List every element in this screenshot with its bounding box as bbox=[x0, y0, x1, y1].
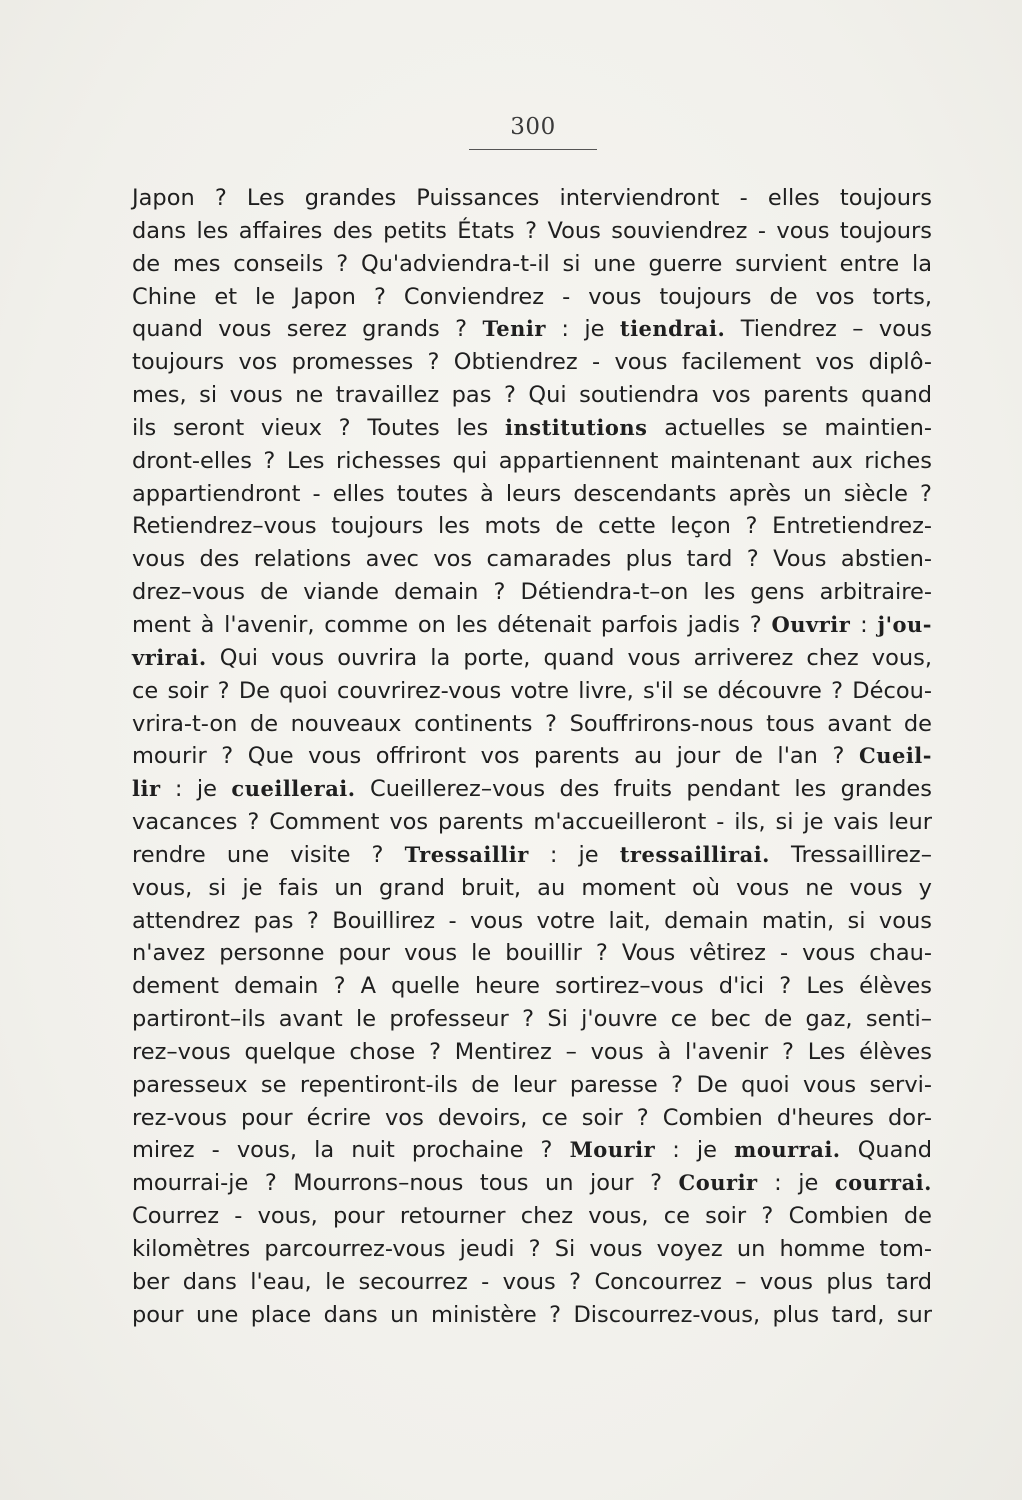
text-run: ce soir ? De quoi couvrirez-vous votre livre, s'il se découvre ? Décou- bbox=[132, 677, 932, 704]
text-line bbox=[132, 1069, 932, 1102]
text-run: mourir ? Que vous offriront vos parents au jour de l'an ? bbox=[132, 743, 859, 770]
page-number-rule bbox=[469, 149, 597, 150]
text-run: : je bbox=[757, 1170, 835, 1197]
text-line bbox=[132, 510, 932, 543]
bold-term: institutions bbox=[505, 414, 648, 440]
text-run: : je bbox=[545, 316, 620, 343]
text-line bbox=[132, 970, 932, 1003]
text-line bbox=[132, 839, 932, 872]
text-line bbox=[132, 740, 932, 773]
text-run: partiront–ils avant le professeur ? Si j'ouvre ce bec de gaz, senti– bbox=[132, 1006, 932, 1033]
bold-term: Ouvrir bbox=[771, 611, 851, 637]
text-run: Cueillerez–vous des fruits pendant les grandes bbox=[355, 776, 932, 803]
text-run: ils seront vieux ? Toutes les bbox=[132, 414, 505, 441]
bold-term: Tressaillir bbox=[404, 841, 529, 867]
text-run: Courrez - vous, pour retourner chez vous, ce soir ? Combien de bbox=[132, 1203, 932, 1230]
bold-term: mourrai. bbox=[734, 1137, 841, 1163]
text-line bbox=[132, 1167, 932, 1200]
text-run: toujours vos promesses ? Obtiendrez - vous facilement vos diplô- bbox=[132, 349, 932, 376]
text-line bbox=[132, 182, 932, 215]
text-run: actuelles se maintien- bbox=[647, 414, 932, 441]
text-line bbox=[132, 1036, 932, 1069]
text-run: de mes conseils ? Qu'adviendra-t-il si une guerre survient entre la bbox=[132, 250, 932, 277]
text-run: ber dans l'eau, le secourrez - vous ? Concourrez – vous plus tard bbox=[132, 1268, 932, 1295]
text-run: dement demain ? A quelle heure sortirez–vous d'ici ? Les élèves bbox=[132, 973, 932, 1000]
text-run: pour une place dans un ministère ? Discourrez-vous, plus tard, sur bbox=[132, 1301, 932, 1328]
text-run: vous, si je fais un grand bruit, au moment où vous ne vous y bbox=[132, 874, 932, 901]
text-run: attendrez pas ? Bouillirez - vous votre lait, demain matin, si vous bbox=[132, 907, 932, 934]
text-run: vacances ? Comment vos parents m'accueilleront - ils, si je vais leur bbox=[132, 809, 932, 836]
text-line bbox=[132, 708, 932, 741]
bold-term: lir bbox=[132, 776, 161, 802]
text-run: Japon ? Les grandes Puissances interviendront - elles toujours bbox=[132, 185, 932, 211]
text-run: : je bbox=[160, 776, 232, 803]
text-run: Qui vous ouvrira la porte, quand vous arriverez chez vous, bbox=[206, 644, 932, 671]
page-number: 300 bbox=[510, 114, 556, 140]
text-line bbox=[132, 346, 932, 379]
text-run: n'avez personne pour vous le bouillir ? Vous vêtirez - vous chau- bbox=[132, 940, 932, 967]
text-run: rez-vous pour écrire vos devoirs, ce soir ? Combien d'heures dor- bbox=[132, 1104, 932, 1131]
body-text bbox=[132, 182, 932, 1332]
bold-term: cueillerai. bbox=[231, 776, 356, 802]
text-run: : je bbox=[528, 841, 620, 868]
bold-term: Courir bbox=[678, 1170, 758, 1196]
text-run: Retiendrez–vous toujours les mots de cette leçon ? Entretiendrez- bbox=[132, 513, 932, 540]
text-run: vous des relations avec vos camarades plus tard ? Vous abstien- bbox=[132, 546, 932, 573]
text-run: Tiendrez – vous bbox=[725, 316, 932, 343]
text-run: dront-elles ? Les richesses qui appartiennent maintenant aux riches bbox=[132, 447, 932, 474]
text-line bbox=[132, 1200, 932, 1233]
text-run: ment à l'avenir, comme on les détenait parfois jadis ? bbox=[132, 611, 772, 638]
bold-term: Cueil- bbox=[858, 743, 932, 769]
text-line bbox=[132, 1003, 932, 1036]
text-run: mes, si vous ne travaillez pas ? Qui soutiendra vos parents quand bbox=[132, 382, 932, 409]
bold-term: tiendrai. bbox=[619, 316, 726, 342]
text-run: rez–vous quelque chose ? Mentirez – vous à l'avenir ? Les élèves bbox=[132, 1038, 932, 1065]
text-run: mourrai-je ? Mourrons–nous tous un jour ? bbox=[132, 1170, 679, 1197]
bold-term: vrirai. bbox=[132, 644, 207, 670]
text-line bbox=[132, 609, 932, 642]
bold-term: Tenir bbox=[482, 316, 546, 342]
bold-term: tressaillirai. bbox=[619, 841, 770, 867]
text-run: paresseux se repentiront-ils de leur paresse ? De quoi vous servi- bbox=[132, 1071, 932, 1098]
text-line bbox=[132, 675, 932, 708]
text-line bbox=[132, 576, 932, 609]
text-run: mirez - vous, la nuit prochaine ? bbox=[132, 1137, 570, 1164]
bold-term: j'ou- bbox=[877, 611, 932, 637]
text-run: dans les affaires des petits États ? Vous souviendrez - vous toujours bbox=[132, 217, 932, 244]
text-run: rendre une visite ? bbox=[132, 841, 405, 868]
text-line bbox=[132, 543, 932, 576]
text-run: Tressaillirez– bbox=[769, 841, 932, 868]
text-line bbox=[132, 905, 932, 938]
text-run: appartiendront - elles toutes à leurs descendants après un siècle ? bbox=[132, 480, 932, 507]
text-run: Quand bbox=[840, 1137, 932, 1164]
text-run: vrira-t-on de nouveaux continents ? Souffrirons-nous tous avant de bbox=[132, 710, 932, 737]
text-line bbox=[132, 642, 932, 675]
text-line bbox=[132, 1102, 932, 1135]
text-run: drez–vous de viande demain ? Détiendra-t–on les gens arbitraire- bbox=[132, 579, 932, 606]
text-line bbox=[132, 445, 932, 478]
text-run: : je bbox=[655, 1137, 735, 1164]
bold-term: courrai. bbox=[834, 1170, 932, 1196]
text-run: : bbox=[850, 611, 878, 638]
text-line bbox=[132, 478, 932, 511]
text-line bbox=[132, 379, 932, 412]
text-line bbox=[132, 412, 932, 445]
text-run: quand vous serez grands ? bbox=[132, 316, 483, 343]
text-line bbox=[132, 872, 932, 905]
text-line bbox=[132, 937, 932, 970]
text-run: kilomètres parcourrez-vous jeudi ? Si vous voyez un homme tom- bbox=[132, 1236, 932, 1262]
text-line bbox=[132, 1233, 932, 1266]
text-line bbox=[132, 1299, 932, 1332]
text-line bbox=[132, 281, 932, 314]
text-line bbox=[132, 248, 932, 281]
text-line bbox=[132, 313, 932, 346]
text-run: Chine et le Japon ? Conviendrez - vous toujours de vos torts, bbox=[132, 283, 932, 310]
text-line bbox=[132, 215, 932, 248]
text-line bbox=[132, 773, 932, 806]
bold-term: Mourir bbox=[569, 1137, 656, 1163]
text-line bbox=[132, 1266, 932, 1299]
text-line bbox=[132, 1134, 932, 1167]
text-line bbox=[132, 806, 932, 839]
